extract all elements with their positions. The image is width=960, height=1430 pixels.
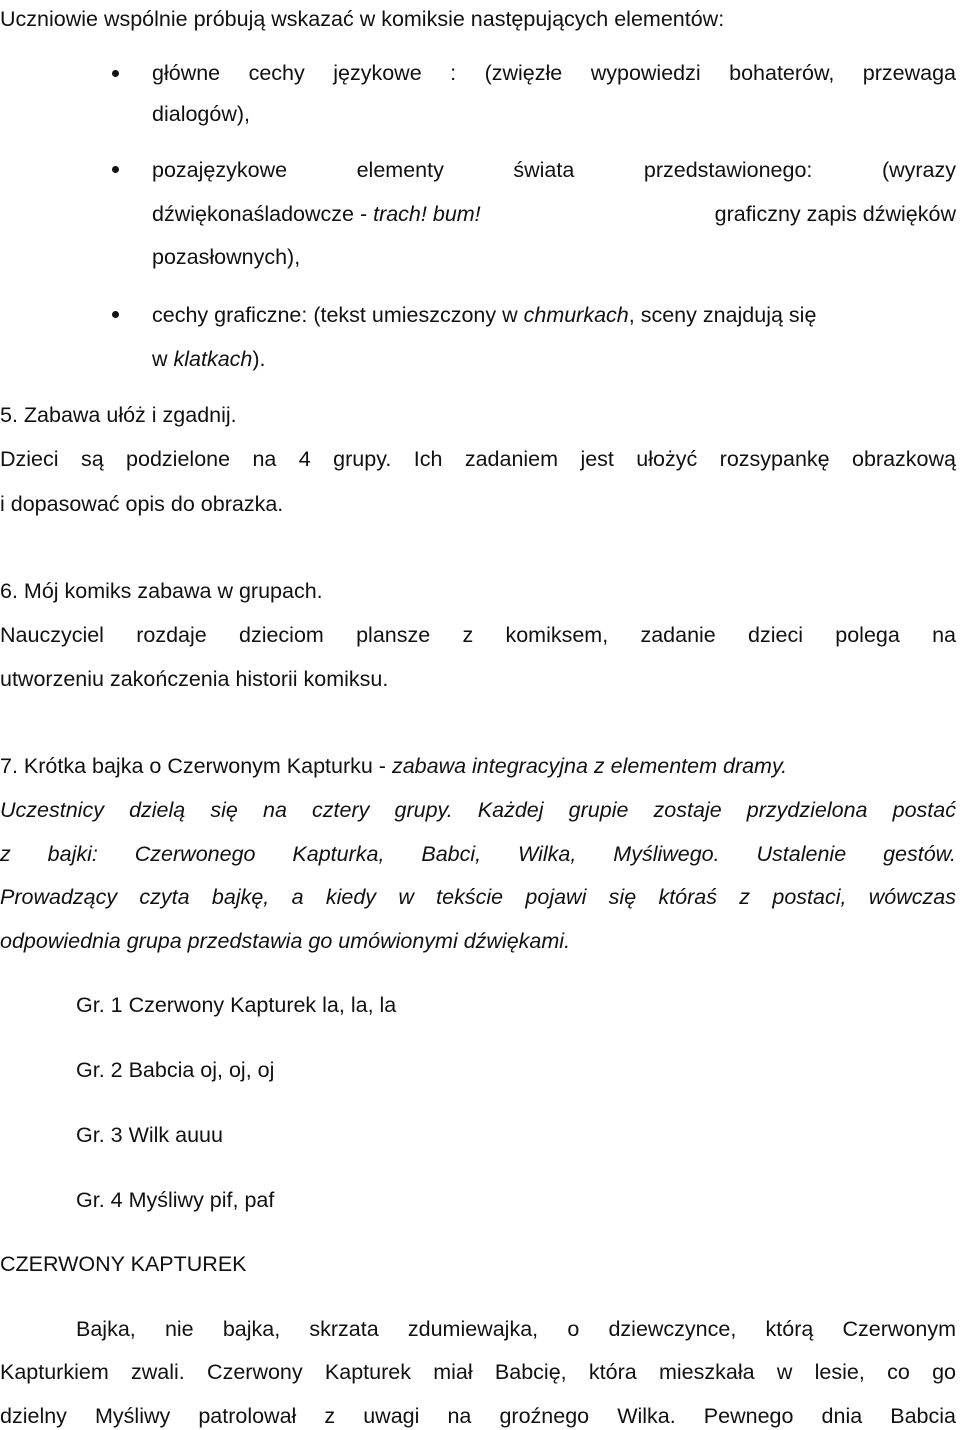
bullet-2-line-2-part-a: dźwiękonaśladowcze - trach! bum! [152,202,481,226]
bullet-icon [112,70,119,77]
bullet-1-line-1: główne cechy językowe : (zwięzłe wypowiedzi bohaterów, przewaga [152,61,956,85]
group-2: Gr. 2 Babcia oj, oj, oj [76,1058,275,1082]
bullet-icon [112,311,119,318]
group-1: Gr. 1 Czerwony Kapturek la, la, la [76,993,397,1017]
bullet-2-line-3: pozasłownych), [152,245,301,269]
bullet-icon [112,166,119,173]
bullet-3-line-2: w klatkach). [152,347,266,371]
section-5-line-1: Dzieci są podzielone na 4 grupy. Ich zadaniem jest ułożyć rozsypankę obrazkową [0,447,956,471]
bullet-2-line-2 [152,201,956,227]
story-line-1: Bajka, nie bajka, skrzata zdumiewajka, o dziewczynce, którą Czerwonym [76,1317,956,1341]
bullet-2-line-2-part-b: graficzny zapis dźwięków [714,202,956,226]
section-5-heading: 5. Zabawa ułóż i zgadnij. [0,403,237,427]
section-5-line-2: i dopasować opis do obrazka. [0,492,284,516]
bullet-1-line-2: dialogów), [152,102,250,126]
story-line-3: dzielny Myśliwy patrolował z uwagi na groźnego Wilka. Pewnego dnia Babcia [0,1404,956,1428]
section-7-heading: 7. Krótka bajka o Czerwonym Kapturku - zabawa integracyjna z elementem dramy. [0,754,788,778]
section-7-line-4: odpowiednia grupa przedstawia go umówionymi dźwiękami. [0,929,571,953]
section-7-line-3: Prowadzący czyta bajkę, a kiedy w tekście pojawi się któraś z postaci, wówczas [0,885,956,909]
bullet-3-line-1-part-a: cechy graficzne: (tekst umieszczony w chmurkach, sceny znajdują się [152,303,817,327]
section-6-line-1: Nauczyciel rozdaje dzieciom plansze z komiksem, zadanie dzieci polega na [0,623,956,647]
group-4: Gr. 4 Myśliwy pif, paf [76,1188,275,1212]
section-6-heading: 6. Mój komiks zabawa w grupach. [0,579,323,603]
bullet-3-line-1 [152,302,956,328]
story-title: CZERWONY KAPTUREK [0,1252,247,1276]
section-6-line-2: utworzeniu zakończenia historii komiksu. [0,667,389,691]
section-7-line-2: z bajki: Czerwonego Kapturka, Babci, Wilka, Myśliwego. Ustalenie gestów. [0,842,956,866]
group-3: Gr. 3 Wilk auuu [76,1123,223,1147]
intro-text: Uczniowie wspólnie próbują wskazać w komiksie następujących elementów: [0,7,725,31]
bullet-2-line-1: pozajęzykowe elementy świata przedstawionego: (wyrazy [152,158,956,182]
story-line-2: Kapturkiem zwali. Czerwony Kapturek miał Babcię, która mieszkała w lesie, co go [0,1360,956,1384]
section-7-line-1: Uczestnicy dzielą się na cztery grupy. Każdej grupie zostaje przydzielona postać [0,798,956,822]
